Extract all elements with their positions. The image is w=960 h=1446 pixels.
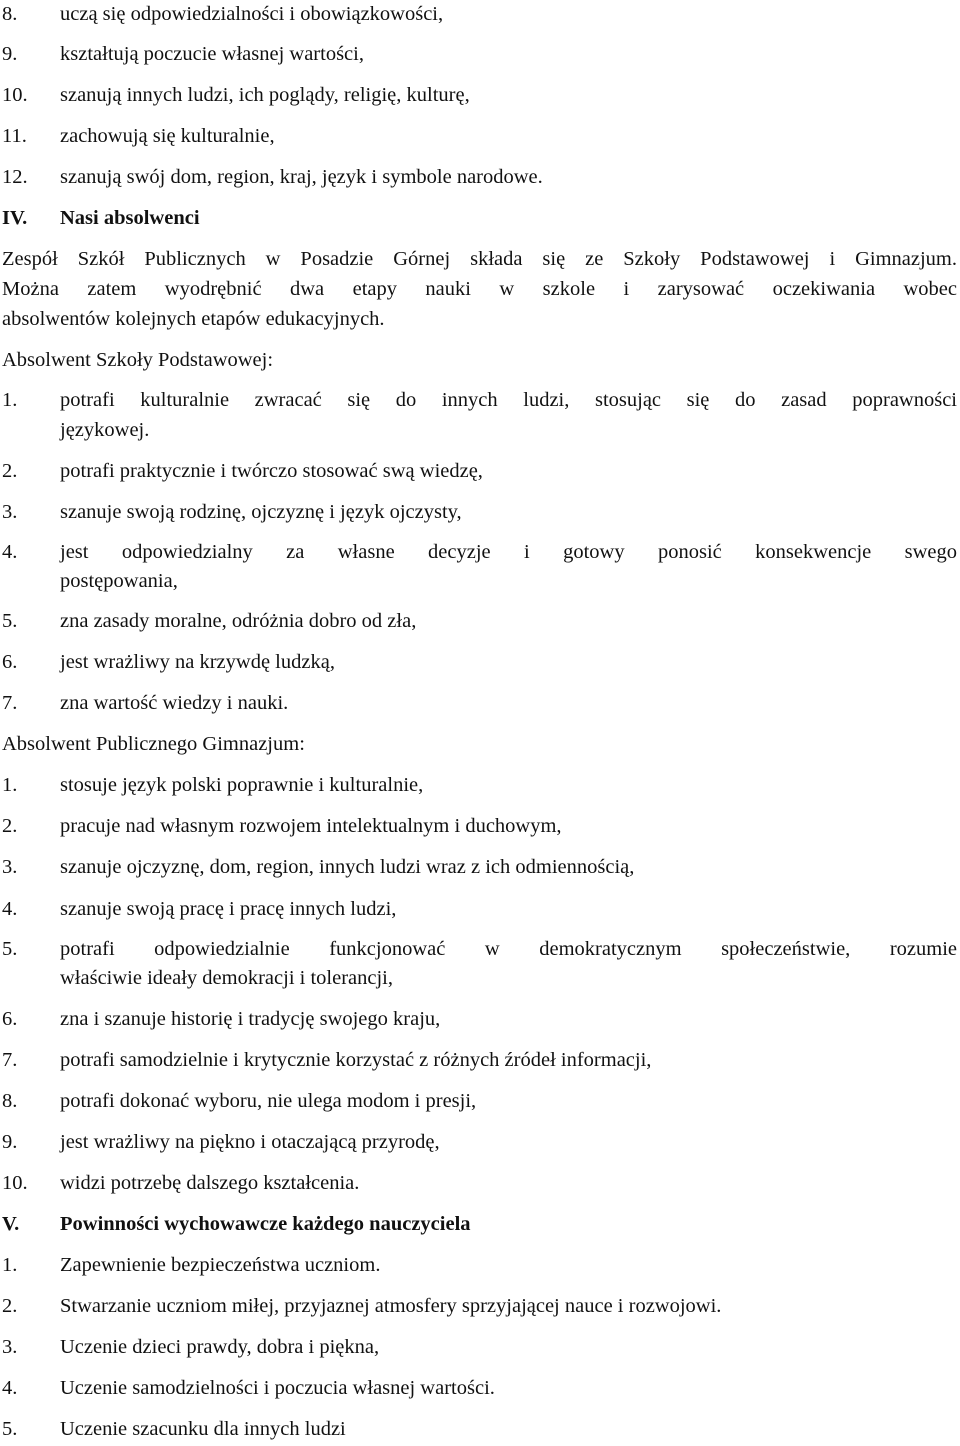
list-text: zna zasady moralne, odróżnia dobro od zła, (60, 610, 417, 632)
paragraph-text: absolwentów kolejnych etapów edukacyjnych. (2, 308, 385, 330)
list-text: jest wrażliwy na krzywdę ludzką, (60, 651, 335, 673)
list-text: zna i szanuje historię i tradycję swojego kraju, (60, 1008, 441, 1030)
list-text: jest wrażliwy na piękno i otaczającą przyrodę, (60, 1131, 440, 1153)
subheading-text: Absolwent Publicznego Gimnazjum: (2, 733, 305, 755)
list-text: potrafi dokonać wyboru, nie ulega modom i presji, (60, 1090, 477, 1112)
list-text: Stwarzanie uczniom miłej, przyjaznej atmosfery sprzyjającej nauce i rozwojowi. (60, 1295, 722, 1317)
list-number: 5. (2, 938, 18, 960)
list-number: 5. (2, 610, 18, 632)
list-text: potrafi praktycznie i twórczo stosować swą wiedzę, (60, 460, 483, 482)
list-text: potrafi odpowiedzialnie funkcjonować w demokratycznym społeczeństwie, rozumie (60, 938, 957, 960)
subheading-text: Absolwent Szkoły Podstawowej: (2, 349, 274, 371)
list-number: 1. (2, 389, 18, 411)
list-number: 5. (2, 1418, 18, 1440)
list-text: postępowania, (60, 570, 178, 592)
list-number: 3. (2, 1336, 18, 1358)
list-number: 9. (2, 1131, 18, 1153)
list-text: jest odpowiedzialny za własne decyzje i gotowy ponosić konsekwencje swego (60, 541, 957, 563)
list-number: 4. (2, 541, 18, 563)
list-text: szanują innych ludzi, ich poglądy, religię, kulturę, (60, 84, 470, 106)
list-text: Zapewnienie bezpieczeństwa uczniom. (60, 1254, 381, 1276)
list-text: zna wartość wiedzy i nauki. (60, 692, 289, 714)
list-text: szanuje swoją pracę i pracę innych ludzi, (60, 898, 397, 920)
list-number: 8. (2, 3, 18, 25)
list-number: 3. (2, 501, 18, 523)
list-number: 1. (2, 774, 18, 796)
list-number: 10. (2, 1172, 28, 1194)
list-text: językowej. (60, 419, 150, 441)
list-number: 6. (2, 651, 18, 673)
list-text: pracuje nad własnym rozwojem intelektualnym i duchowym, (60, 815, 562, 837)
list-text: szanują swój dom, region, kraj, język i symbole narodowe. (60, 166, 543, 188)
paragraph-text: Zespół Szkół Publicznych w Posadzie Górnej składa się ze Szkoły Podstawowej i Gimnazjum. (2, 248, 957, 270)
list-text: Uczenie dzieci prawdy, dobra i piękna, (60, 1336, 380, 1358)
list-text: potrafi kulturalnie zwracać się do innych ludzi, stosując się do zasad poprawności (60, 389, 957, 411)
list-number: 4. (2, 1377, 18, 1399)
list-text: potrafi samodzielnie i krytycznie korzystać z różnych źródeł informacji, (60, 1049, 652, 1071)
list-number: 3. (2, 856, 18, 878)
list-text: stosuje język polski poprawnie i kulturalnie, (60, 774, 424, 796)
list-text: uczą się odpowiedzialności i obowiązkowości, (60, 3, 444, 25)
paragraph-text: Można zatem wyodrębnić dwa etapy nauki w szkole i zarysować oczekiwania wobec (2, 278, 957, 300)
section-number: IV. (2, 207, 28, 229)
list-text: zachowują się kulturalnie, (60, 125, 275, 147)
list-number: 7. (2, 1049, 18, 1071)
list-number: 4. (2, 898, 18, 920)
list-number: 2. (2, 815, 18, 837)
list-text: szanuje swoją rodzinę, ojczyznę i język ojczysty, (60, 501, 462, 523)
list-text: widzi potrzebę dalszego kształcenia. (60, 1172, 360, 1194)
list-text: szanuje ojczyznę, dom, region, innych ludzi wraz z ich odmiennością, (60, 856, 635, 878)
list-text: właściwie ideały demokracji i tolerancji, (60, 967, 393, 989)
list-number: 11. (2, 125, 27, 147)
section-number: V. (2, 1213, 20, 1235)
list-number: 10. (2, 84, 28, 106)
list-number: 9. (2, 43, 18, 65)
list-number: 2. (2, 1295, 18, 1317)
section-title: Nasi absolwenci (60, 207, 200, 229)
list-number: 2. (2, 460, 18, 482)
list-text: kształtują poczucie własnej wartości, (60, 43, 364, 65)
list-text: Uczenie samodzielności i poczucia własnej wartości. (60, 1377, 495, 1399)
section-title: Powinności wychowawcze każdego nauczyciela (60, 1213, 471, 1235)
list-number: 6. (2, 1008, 18, 1030)
list-number: 8. (2, 1090, 18, 1112)
list-text: Uczenie szacunku dla innych ludzi (60, 1418, 346, 1440)
list-number: 1. (2, 1254, 18, 1276)
list-number: 12. (2, 166, 28, 188)
list-number: 7. (2, 692, 18, 714)
